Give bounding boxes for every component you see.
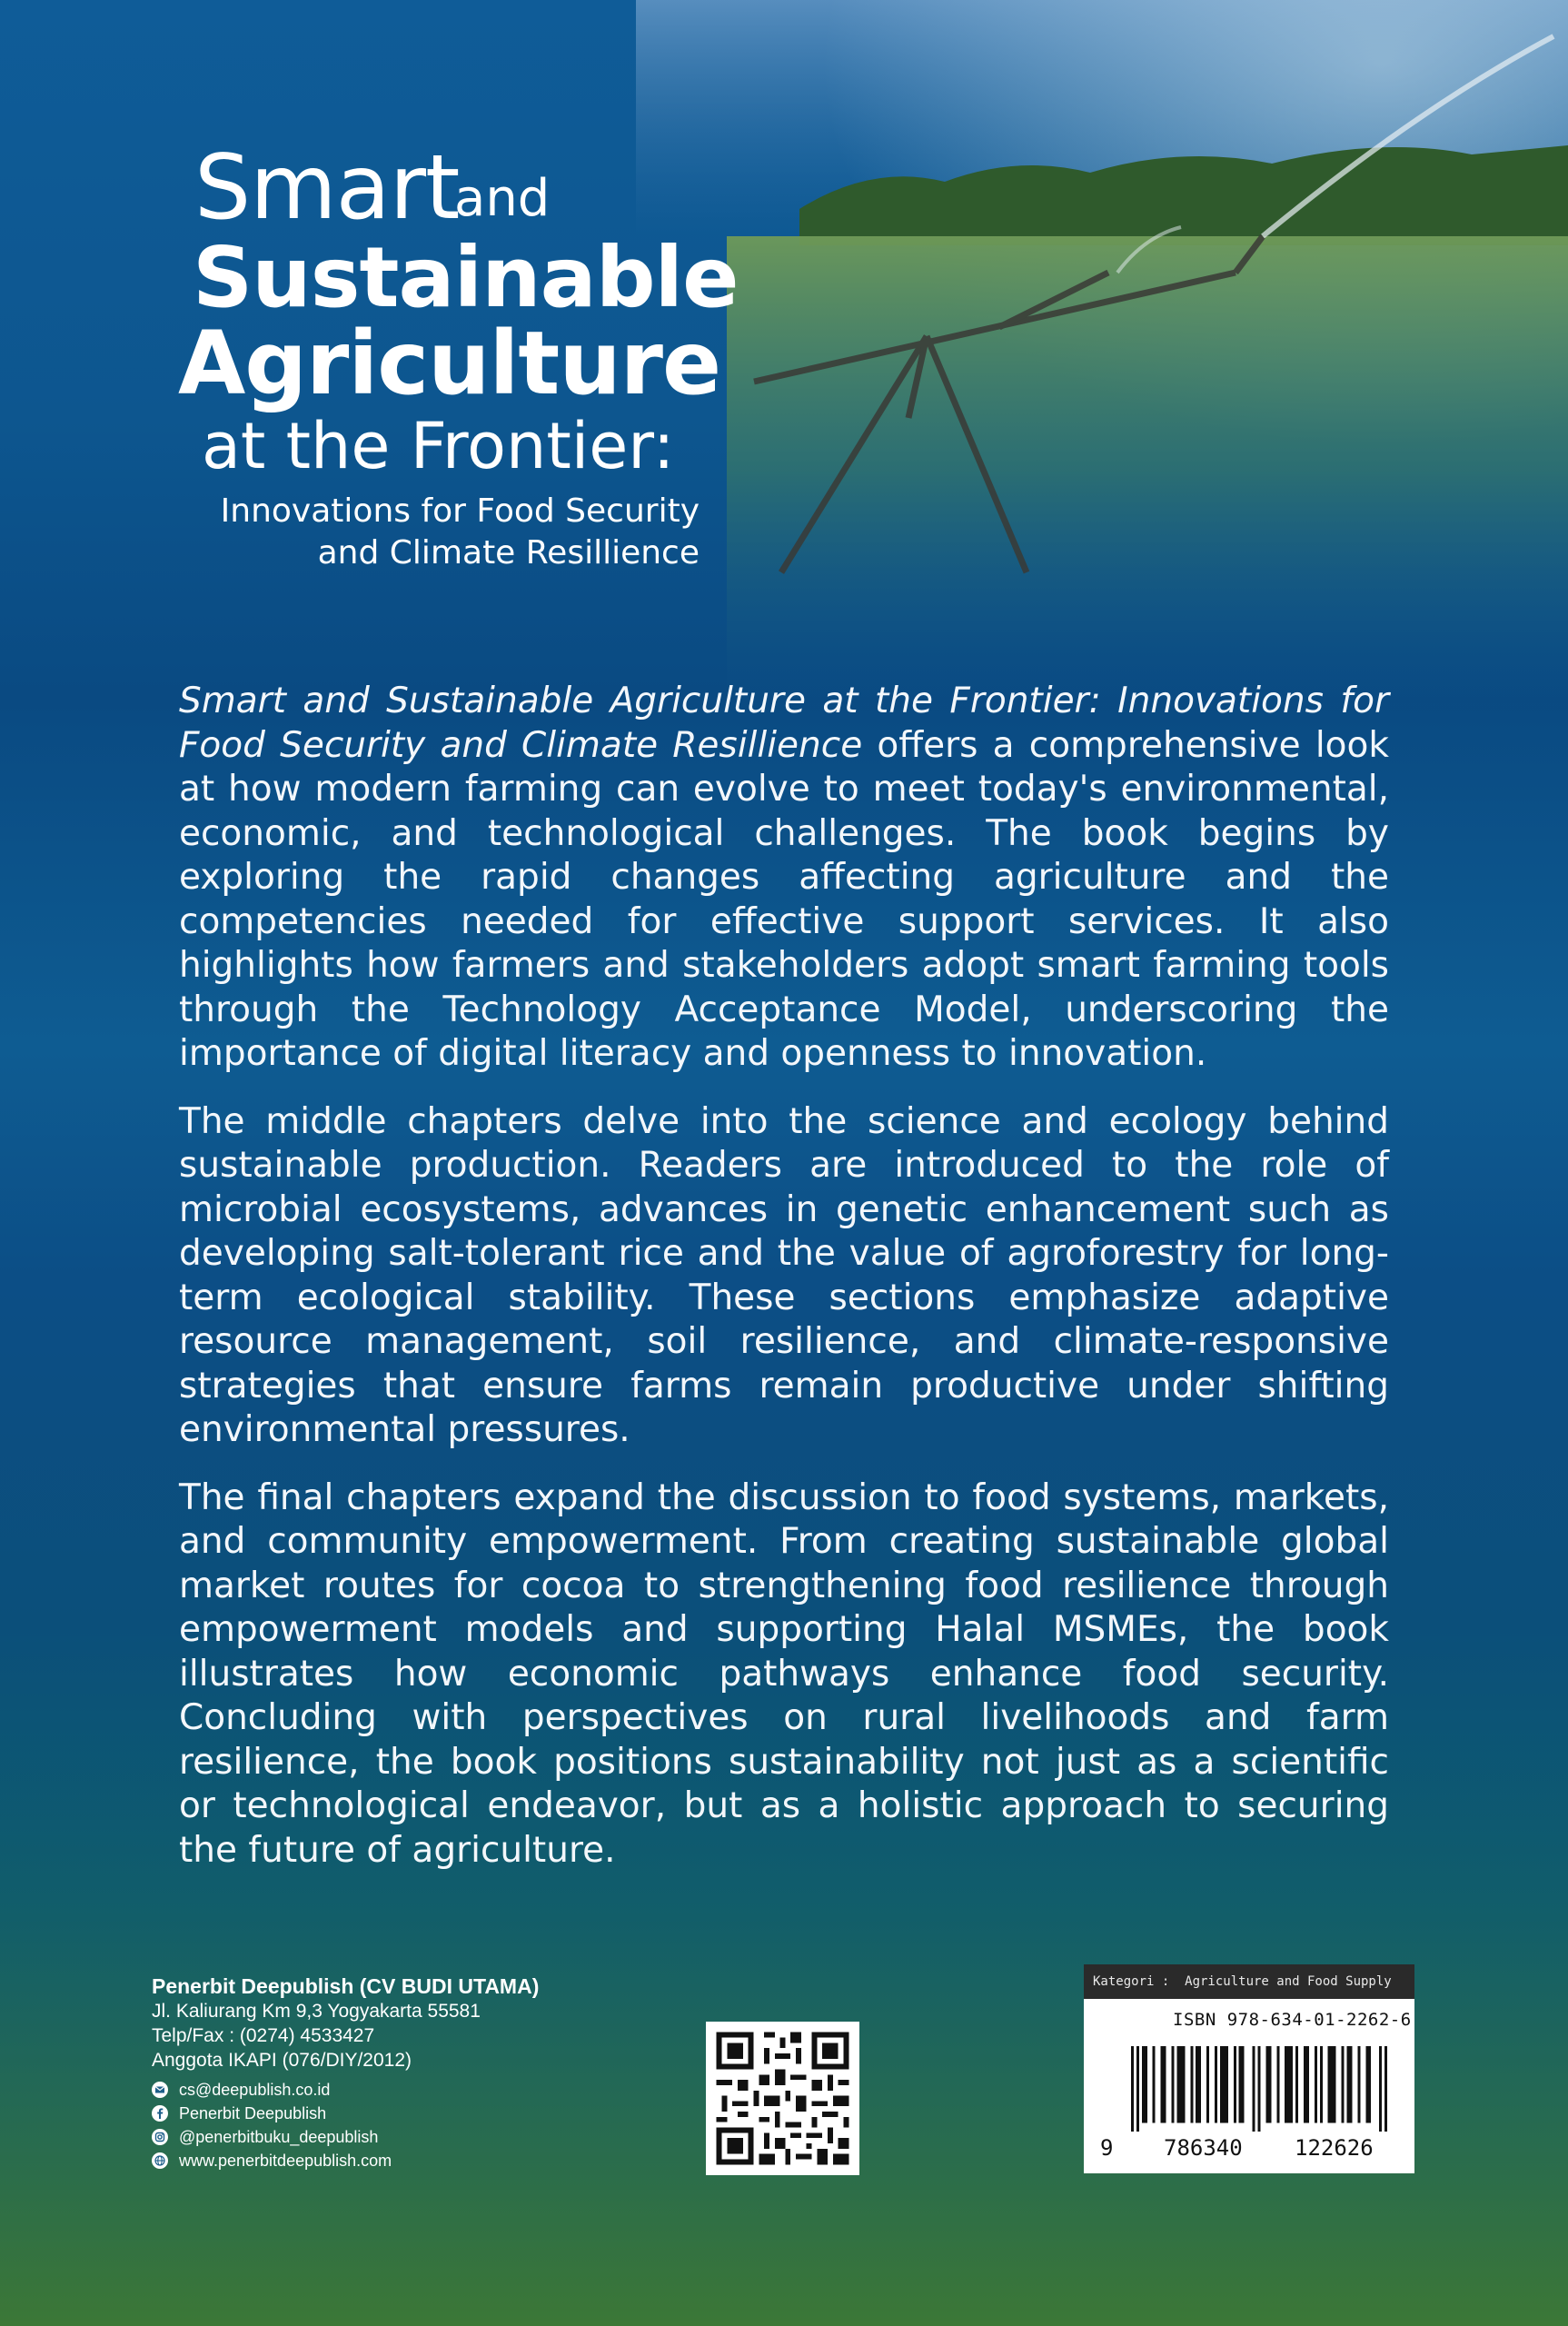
isbn-digit-lead: 9	[1100, 2135, 1114, 2161]
description-paragraph-2: The middle chapters delve into the science and ecology behind sustainable production. Readers are introduced to the role of microbial ecosystems, advances in genetic enhancement such as developing salt-tolerant rice and the value of agroforestry for long-term ecological stability. These sections emphasize adaptive resource management, soil resilience, and climate-responsive strategies that ensure farms remain productive under shifting environmental pressures.	[179, 1100, 1389, 1450]
qr-code	[706, 2022, 859, 2175]
title-agriculture: Agriculture	[178, 313, 721, 414]
contact-email-text: cs@deepublish.co.id	[179, 2081, 331, 2099]
title-smart: Smart	[194, 136, 460, 240]
email-icon	[152, 2082, 168, 2098]
contact-facebook	[152, 2102, 624, 2125]
publisher-name: Penerbit Deepublish (CV BUDI UTAMA)	[152, 1974, 540, 1998]
contact-email	[152, 2078, 624, 2102]
globe-icon	[152, 2152, 168, 2169]
instagram-icon	[152, 2129, 168, 2145]
title-sustainable: Sustainable	[193, 229, 739, 326]
contact-website	[152, 2149, 624, 2172]
publisher-address: Jl. Kaliurang Km 9,3 Yogyakarta 55581	[152, 2001, 481, 2022]
contact-instagram	[152, 2125, 624, 2149]
isbn-barcode-box	[1084, 1999, 1414, 2173]
isbn-label	[1084, 1964, 1414, 2173]
publisher-info	[152, 1973, 624, 2172]
description-paragraph-3: The final chapters expand the discussion to food systems, markets, and community empowerment. From creating sustainable global market routes for cocoa to strengthening food resilience through empowerment models and supporting Halal MSMEs, the book illustrates how economic pathways enhance food security. Concluding with perspectives on rural livelihoods and farm resilience, the book positions sustainability not just as a scientific or technological endeavor, but as a holistic approach to securing the future of agriculture.	[179, 1476, 1389, 1871]
contact-website-text: www.penerbitdeepublish.com	[179, 2152, 392, 2170]
contact-facebook-text: Penerbit Deepublish	[179, 2104, 327, 2122]
isbn-digits-left: 786340	[1164, 2135, 1243, 2161]
description-paragraph-1	[179, 680, 1389, 1077]
barcode-icon	[1131, 2046, 1387, 2132]
contact-instagram-text: @penerbitbuku_deepublish	[179, 2128, 379, 2146]
isbn-digits-right: 122626	[1295, 2135, 1374, 2161]
book-description	[179, 680, 1389, 1896]
title-frontier: at the Frontier:	[202, 409, 675, 483]
subtitle-line-2: and Climate Resillience	[317, 534, 700, 572]
publisher-phone: Telp/Fax : (0274) 4533427	[152, 2025, 375, 2046]
description-book-title: Smart and Sustainable Agriculture at the Frontier: Innovations for Food Security and Climate Resillience	[179, 681, 1389, 766]
subtitle-line-1: Innovations for Food Security	[220, 492, 700, 530]
publisher-ikapi: Anggota IKAPI (076/DIY/2012)	[152, 2050, 412, 2071]
isbn-number: ISBN 978-634-01-2262-6	[1173, 2010, 1412, 2030]
publisher-contacts	[152, 2078, 624, 2172]
title-and: and	[454, 169, 551, 228]
isbn-category: Kategori : Agriculture and Food Supply	[1084, 1964, 1414, 1999]
facebook-icon	[152, 2105, 168, 2122]
description-p1-text: offers a comprehensive look at how modern farming can evolve to meet today's environmental, economic, and technological challenges. The book begins by exploring the rapid changes affecting agriculture and the competencies needed for effective support services. It also highlights how farmers and stakeholders adopt smart farming tools through the Technology Acceptance Model, underscoring the importance of digital literacy and openness to innovation.	[179, 724, 1389, 1074]
